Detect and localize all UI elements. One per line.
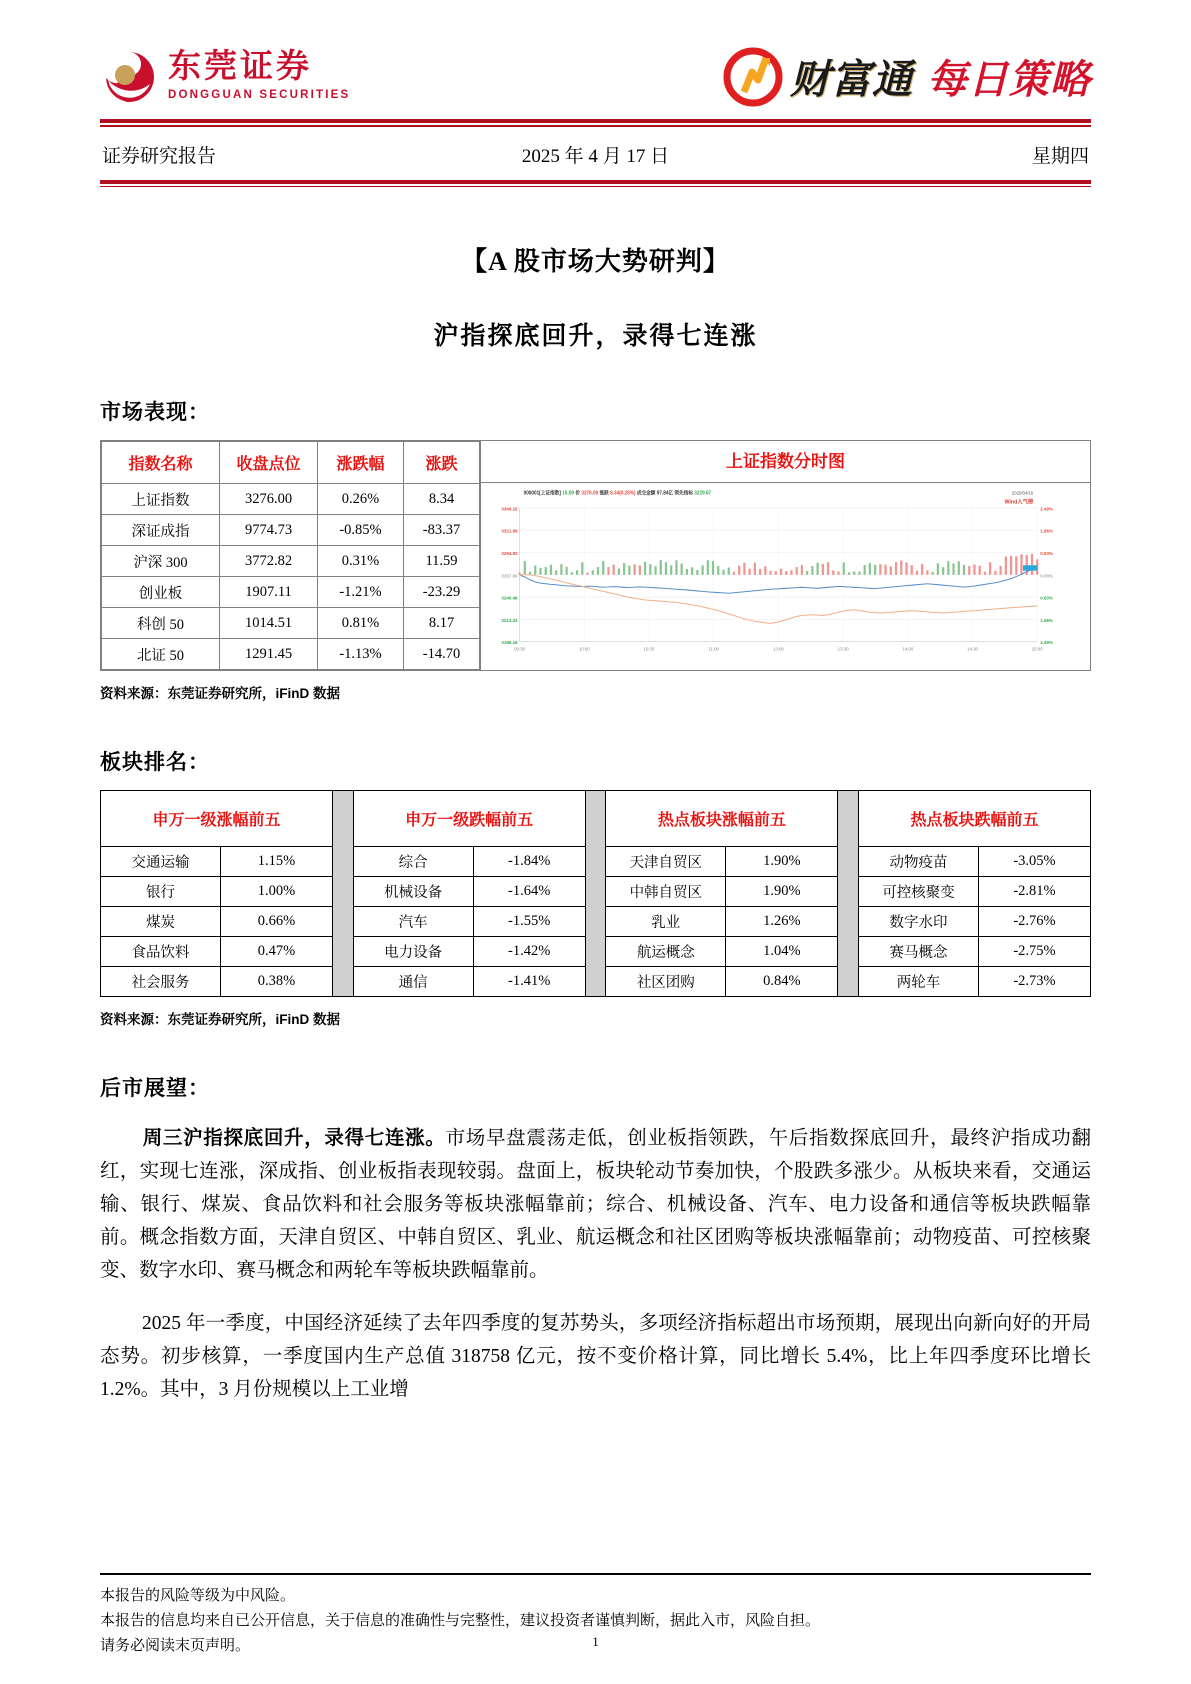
- table-row: [101, 877, 333, 907]
- report-type-label: 证券研究报告: [102, 145, 217, 167]
- sector-table-title: 申万一级跌幅前五: [353, 791, 585, 847]
- brand-name-cn: 东莞证券: [168, 49, 312, 86]
- sector-value: -2.76%: [978, 907, 1090, 937]
- sector-name: 天津自贸区: [606, 847, 726, 877]
- index-pct: -1.13%: [318, 639, 404, 670]
- outlook-paragraph-2: [100, 1307, 1091, 1406]
- index-pct: -0.85%: [318, 515, 404, 546]
- sector-value: -3.05%: [978, 847, 1090, 877]
- index-pct: 0.26%: [318, 484, 404, 515]
- sector-value: -1.64%: [473, 877, 585, 907]
- index-name: 深证成指: [102, 515, 220, 546]
- outlook-paragraph-1: [100, 1122, 1091, 1287]
- sector-value: -1.84%: [473, 847, 585, 877]
- sector-table-title: 申万一级涨幅前五: [101, 791, 333, 847]
- page-number: 1: [592, 1634, 599, 1649]
- sector-name: 综合: [353, 847, 473, 877]
- index-name: 沪深 300: [102, 546, 220, 577]
- page-title: 【A 股市场大势研判】: [461, 247, 730, 276]
- table-row: [102, 515, 480, 546]
- sector-value: 1.90%: [726, 847, 838, 877]
- page-subtitle: 沪指探底回升，录得七连涨: [433, 323, 758, 350]
- index-name: 科创 50: [102, 608, 220, 639]
- index-chg: 8.17: [404, 608, 480, 639]
- paragraph-body: 市场早盘震荡走低，创业板指领跌，午后指数探底回升，最终沪指成功翻红，实现七连涨，深成指、创业板指表现较弱。盘面上，板块轮动节奏加快，个股跌多涨少。从板块来看，交通运输、银行、煤炭、食品饮料和社会服务等板块涨幅靠前；综合、机械设备、汽车、电力设备和通信等板块跌幅靠前。概念指数方面，天津自贸区、中韩自贸区、乳业、航运概念和社区团购等板块涨幅靠前；动物疫苗、可控核聚变、数字水印、赛马概念和两轮车等板块跌幅靠前。: [100, 1128, 1091, 1281]
- svg-text:0.83%: 0.83%: [1040, 596, 1053, 602]
- sector-name: 食品饮料: [101, 937, 221, 967]
- table-row: [102, 546, 480, 577]
- dongguan-logo-icon: [100, 48, 158, 106]
- svg-text:0.00%: 0.00%: [1040, 574, 1053, 580]
- source-note-sector: 资料来源：东莞证券研究所，iFinD 数据: [100, 1012, 340, 1027]
- svg-text:13:00: 13:00: [772, 646, 784, 652]
- table-row: [606, 907, 838, 937]
- table-row: [101, 907, 333, 937]
- svg-text:3294.83: 3294.83: [501, 551, 518, 558]
- svg-text:3186.16: 3186.16: [501, 640, 518, 647]
- index-name: 北证 50: [102, 639, 220, 670]
- sector-value: 1.04%: [726, 937, 838, 967]
- market-performance-block: [100, 440, 1091, 671]
- svg-text:3240.49: 3240.49: [501, 596, 518, 602]
- report-meta-bar: [100, 127, 1091, 168]
- masthead-daily-strategy: 每日策略: [927, 57, 1091, 102]
- index-pct: 0.31%: [318, 546, 404, 577]
- index-chg: -23.29: [404, 577, 480, 608]
- sector-value: -2.81%: [978, 877, 1090, 907]
- svg-text:3321.99: 3321.99: [501, 529, 518, 535]
- sector-table-title: 热点板块涨幅前五: [606, 791, 838, 847]
- svg-text:09:30: 09:30: [514, 646, 526, 652]
- sector-table-hot-losers: [858, 790, 1091, 997]
- table-divider: [838, 790, 858, 997]
- sector-value: -2.73%: [978, 967, 1090, 997]
- table-row: [101, 847, 333, 877]
- sector-value: 0.84%: [726, 967, 838, 997]
- table-row: [858, 877, 1090, 907]
- section-heading-market: 市场表现：: [100, 401, 210, 424]
- sector-name: 交通运输: [101, 847, 221, 877]
- sector-value: -2.75%: [978, 937, 1090, 967]
- report-date: 2025 年 4 月 17 日: [521, 145, 670, 167]
- table-row: [353, 847, 585, 877]
- table-row: [102, 608, 480, 639]
- sector-value: -1.55%: [473, 907, 585, 937]
- svg-text:11:00: 11:00: [708, 646, 719, 652]
- col-header-change: 涨跌: [404, 442, 480, 484]
- sector-name: 赛马概念: [858, 937, 978, 967]
- sector-name: 通信: [353, 967, 473, 997]
- table-row: [858, 937, 1090, 967]
- table-row: [101, 937, 333, 967]
- masthead-caifutong: 财富通: [790, 57, 913, 102]
- index-chg: 8.34: [404, 484, 480, 515]
- sector-value: 1.00%: [221, 877, 333, 907]
- sector-value: 1.15%: [221, 847, 333, 877]
- table-row: [606, 847, 838, 877]
- table-row: [606, 877, 838, 907]
- sector-name: 可控核聚变: [858, 877, 978, 907]
- table-divider: [333, 790, 353, 997]
- index-name: 上证指数: [102, 484, 220, 515]
- subheader-rule-thick: [100, 180, 1091, 184]
- index-close: 3772.82: [220, 546, 318, 577]
- footer-divider: [100, 1573, 1091, 1575]
- sector-name: 两轮车: [858, 967, 978, 997]
- table-row: [102, 484, 480, 515]
- report-weekday: 星期四: [1031, 145, 1089, 167]
- table-row: [353, 967, 585, 997]
- svg-text:2.49%: 2.49%: [1040, 640, 1053, 647]
- index-chg: -83.37: [404, 515, 480, 546]
- index-pct: 0.81%: [318, 608, 404, 639]
- sector-name: 煤炭: [101, 907, 221, 937]
- footer-disclaimer-line: 本报告的信息均来自已公开信息，关于信息的准确性与完整性，建议投资者谨慎判断，据此入市，风险自担。: [100, 1612, 821, 1629]
- index-chg: 11.59: [404, 546, 480, 577]
- table-row: [353, 907, 585, 937]
- table-row: [353, 877, 585, 907]
- sector-name: 数字水印: [858, 907, 978, 937]
- svg-text:1.66%: 1.66%: [1040, 618, 1053, 624]
- masthead: [722, 46, 1091, 108]
- source-note-market: 资料来源：东莞证券研究所，iFinD 数据: [100, 686, 340, 701]
- svg-text:10:30: 10:30: [643, 646, 655, 652]
- table-row: [858, 907, 1090, 937]
- section-heading-sector: 板块排名：: [100, 751, 210, 774]
- svg-text:2025/04/16: 2025/04/16: [1011, 490, 1034, 496]
- svg-text:15:00: 15:00: [1031, 646, 1043, 652]
- col-header-index-name: 指数名称: [102, 442, 220, 484]
- table-row: [606, 967, 838, 997]
- subheader-rule-thin: [100, 186, 1091, 188]
- sector-name: 机械设备: [353, 877, 473, 907]
- intraday-chart-panel: [480, 441, 1090, 670]
- sector-name: 航运概念: [606, 937, 726, 967]
- index-pct: -1.21%: [318, 577, 404, 608]
- table-row: [606, 937, 838, 967]
- sector-value: 0.66%: [221, 907, 333, 937]
- sector-name: 社会服务: [101, 967, 221, 997]
- sector-name: 汽车: [353, 907, 473, 937]
- svg-text:3267.66: 3267.66: [501, 574, 518, 580]
- sector-table-sw-losers: [353, 790, 586, 997]
- sector-value: -1.41%: [473, 967, 585, 997]
- svg-text:14:00: 14:00: [902, 646, 914, 652]
- table-row: [858, 967, 1090, 997]
- svg-text:1.66%: 1.66%: [1040, 529, 1053, 535]
- sector-table-title: 热点板块跌幅前五: [858, 791, 1090, 847]
- chart-title: 上证指数分时图: [481, 441, 1090, 483]
- col-header-close: 收盘点位: [220, 442, 318, 484]
- footer-risk-line: 本报告的风险等级为中风险。: [100, 1587, 296, 1604]
- table-row: [858, 847, 1090, 877]
- sector-name: 乳业: [606, 907, 726, 937]
- paragraph-body: 2025 年一季度，中国经济延续了去年四季度的复苏势头，多项经济指标超出市场预期，展现出向新向好的开局态势。初步核算，一季度国内生产总值 318758 亿元，按不变价格计算，同比增长 5.4%，比上年四季度环比增长 1.2%。其中，3 月份规模以上工业增: [100, 1313, 1091, 1400]
- header-rule-thick: [100, 119, 1091, 123]
- index-close: 1907.11: [220, 577, 318, 608]
- brand-name-en: DONGGUAN SECURITIES: [168, 89, 351, 102]
- market-index-table: [101, 441, 480, 670]
- sector-name: 银行: [101, 877, 221, 907]
- sector-value: 0.38%: [221, 967, 333, 997]
- svg-text:0.83%: 0.83%: [1040, 551, 1053, 558]
- sector-name: 中韩自贸区: [606, 877, 726, 907]
- svg-text:000001[上证指数] 15:00 价 3276.00: 000001[上证指数] 15:00 价 3276.00 涨跌 8.34(0.26%) 成交金额 97.84亿 领先指标 3229.67: [523, 491, 712, 497]
- paragraph-lead: 周三沪指探底回升，录得七连涨。: [142, 1128, 446, 1149]
- table-divider: [586, 790, 606, 997]
- svg-text:13:30: 13:30: [837, 646, 849, 652]
- chart-canvas: [481, 483, 1090, 670]
- svg-text:Wind人气榜: Wind人气榜: [1004, 499, 1034, 506]
- sector-table-hot-gainers: [605, 790, 838, 997]
- table-row: [101, 967, 333, 997]
- svg-text:3213.33: 3213.33: [501, 618, 518, 624]
- sector-value: 1.90%: [726, 877, 838, 907]
- sector-value: 0.47%: [221, 937, 333, 967]
- col-header-pct-change: 涨跌幅: [318, 442, 404, 484]
- footer-notice-line: 请务必阅读末页声明。: [100, 1637, 251, 1654]
- section-heading-outlook: 后市展望：: [100, 1077, 210, 1100]
- sector-value: -1.42%: [473, 937, 585, 967]
- sector-name: 电力设备: [353, 937, 473, 967]
- sector-ranking-block: [100, 790, 1091, 997]
- caifutong-logo-icon: [722, 46, 784, 108]
- index-chg: -14.70: [404, 639, 480, 670]
- table-row: [102, 577, 480, 608]
- svg-text:3349.16: 3349.16: [501, 507, 518, 513]
- svg-text:14:30: 14:30: [967, 646, 978, 652]
- sector-name: 社区团购: [606, 967, 726, 997]
- svg-text:10:00: 10:00: [578, 646, 590, 652]
- index-close: 1014.51: [220, 608, 318, 639]
- table-row: [102, 639, 480, 670]
- page-header: [100, 0, 1091, 115]
- table-header-row: [102, 442, 480, 484]
- index-close: 1291.45: [220, 639, 318, 670]
- table-row: [353, 937, 585, 967]
- sector-name: 动物疫苗: [858, 847, 978, 877]
- company-logo: [100, 48, 350, 106]
- sector-table-sw-gainers: [100, 790, 333, 997]
- page-footer: [100, 1573, 1091, 1658]
- index-close: 3276.00: [220, 484, 318, 515]
- sector-value: 1.26%: [726, 907, 838, 937]
- index-name: 创业板: [102, 577, 220, 608]
- index-close: 9774.73: [220, 515, 318, 546]
- svg-text:2.49%: 2.49%: [1040, 507, 1053, 513]
